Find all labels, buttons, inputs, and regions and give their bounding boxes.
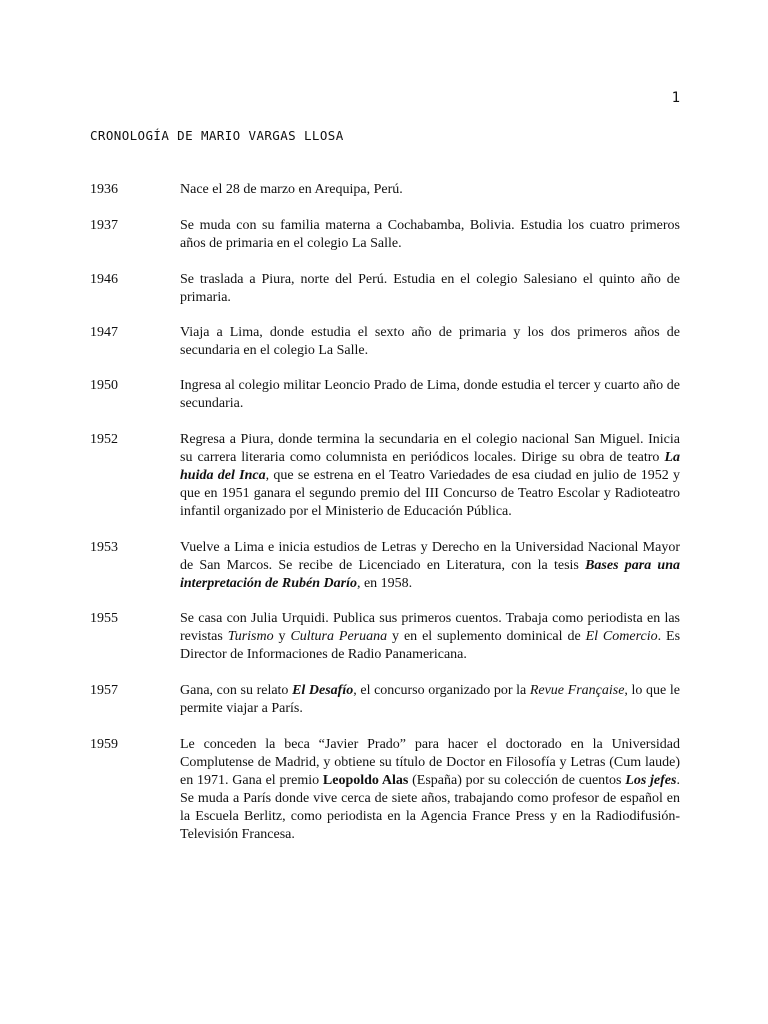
- page-number: 1: [671, 90, 680, 106]
- entry-text: [180, 181, 680, 199]
- text-segment: , lo que le permite viajar a París.: [180, 683, 680, 716]
- entry-text: [180, 377, 680, 413]
- entry-year: 1937: [90, 218, 118, 233]
- entry-text: [180, 431, 680, 521]
- emphasized-text: Cultura Peruana: [290, 629, 388, 644]
- entry-year: 1959: [90, 737, 118, 752]
- text-segment: Gana, con su relato: [180, 683, 293, 698]
- entry-text: [180, 271, 680, 307]
- text-segment: Se casa con Julia Urquidi. Publica sus primeros cuentos. Trabaja como periodista en las revistas: [180, 611, 680, 644]
- text-segment: Vuelve a Lima e inicia estudios de Letras y Derecho en la Universidad Nacional Mayor de San Marcos. Se recibe de Licenciado en Literatura, con la tesis: [180, 540, 680, 573]
- emphasized-text: Los jefes: [625, 773, 677, 788]
- entry-text: [180, 324, 680, 360]
- text-segment: Regresa a Piura, donde termina la secundaria en el colegio nacional San Miguel. Inicia su carrera literaria como columnista en periódicos locales. Dirige su obra de teatro: [180, 432, 680, 465]
- entry-year: 1952: [90, 432, 118, 447]
- text-segment: Se muda con su familia materna a Cochabamba, Bolivia. Estudia los cuatro primeros años de primaria en el colegio La Salle.: [180, 218, 680, 251]
- entry-year: 1936: [90, 182, 118, 197]
- text-segment: , en 1958.: [356, 576, 413, 591]
- text-segment: . Es Director de Informaciones de Radio Panamericana.: [180, 629, 681, 662]
- text-segment: Viaja a Lima, donde estudia el sexto año de primaria y los dos primeros años de secundaria en el colegio La Salle.: [180, 325, 680, 358]
- entry-text: [180, 539, 680, 593]
- emphasized-text: Leopoldo Alas: [322, 773, 409, 788]
- text-segment: y: [273, 629, 291, 644]
- text-segment: (España) por su colección de cuentos: [408, 773, 626, 788]
- emphasized-text: La huida del Inca: [180, 450, 680, 483]
- emphasized-text: Turismo: [227, 629, 274, 644]
- entry-year: 1953: [90, 540, 118, 555]
- entry-year: 1957: [90, 683, 118, 698]
- entry-text: [180, 682, 680, 718]
- text-segment: , que se estrena en el Teatro Variedades de esa ciudad en julio de 1952 y que en 1951 ganara el segundo premio del III Concurso de Teatro Escolar y Radioteatro infantil organizado por el Ministerio de Educación Pública.: [180, 468, 681, 519]
- entry-year: 1946: [90, 272, 118, 287]
- text-segment: Le conceden la beca “Javier Prado” para hacer el doctorado en la Universidad Complutense de Madrid, y obtiene su título de Doctor en Filosofía y Letras (Cum laude) en 1971. Gana el premio: [180, 737, 680, 788]
- entry-text: [180, 217, 680, 253]
- document-title: CRONOLOGÍA DE MARIO VARGAS LLOSA: [90, 128, 344, 143]
- emphasized-text: Bases para una interpretación de Rubén Darío: [180, 558, 681, 591]
- entry-text: [180, 610, 680, 664]
- emphasized-text: El Desafío: [292, 683, 354, 698]
- text-segment: Se traslada a Piura, norte del Perú. Estudia en el colegio Salesiano el quinto año de primaria.: [180, 272, 680, 305]
- emphasized-text: Revue Française: [529, 683, 625, 698]
- text-segment: y en el suplemento dominical de: [387, 629, 586, 644]
- entry-year: 1950: [90, 378, 118, 393]
- text-segment: , el concurso organizado por la: [353, 683, 530, 698]
- emphasized-text: El Comercio: [585, 629, 658, 644]
- text-segment: Nace el 28 de marzo en Arequipa, Perú.: [180, 182, 403, 197]
- entry-text: [180, 736, 680, 844]
- entry-year: 1947: [90, 325, 118, 340]
- entry-year: 1955: [90, 611, 118, 626]
- text-segment: . Se muda a París donde vive cerca de siete años, trabajando como profesor de español en la Escuela Berlitz, como periodista en la Agencia France Press y en la Radiodifusión-Televisión Francesa.: [180, 773, 680, 842]
- text-segment: Ingresa al colegio militar Leoncio Prado de Lima, donde estudia el tercer y cuarto año de secundaria.: [180, 378, 680, 411]
